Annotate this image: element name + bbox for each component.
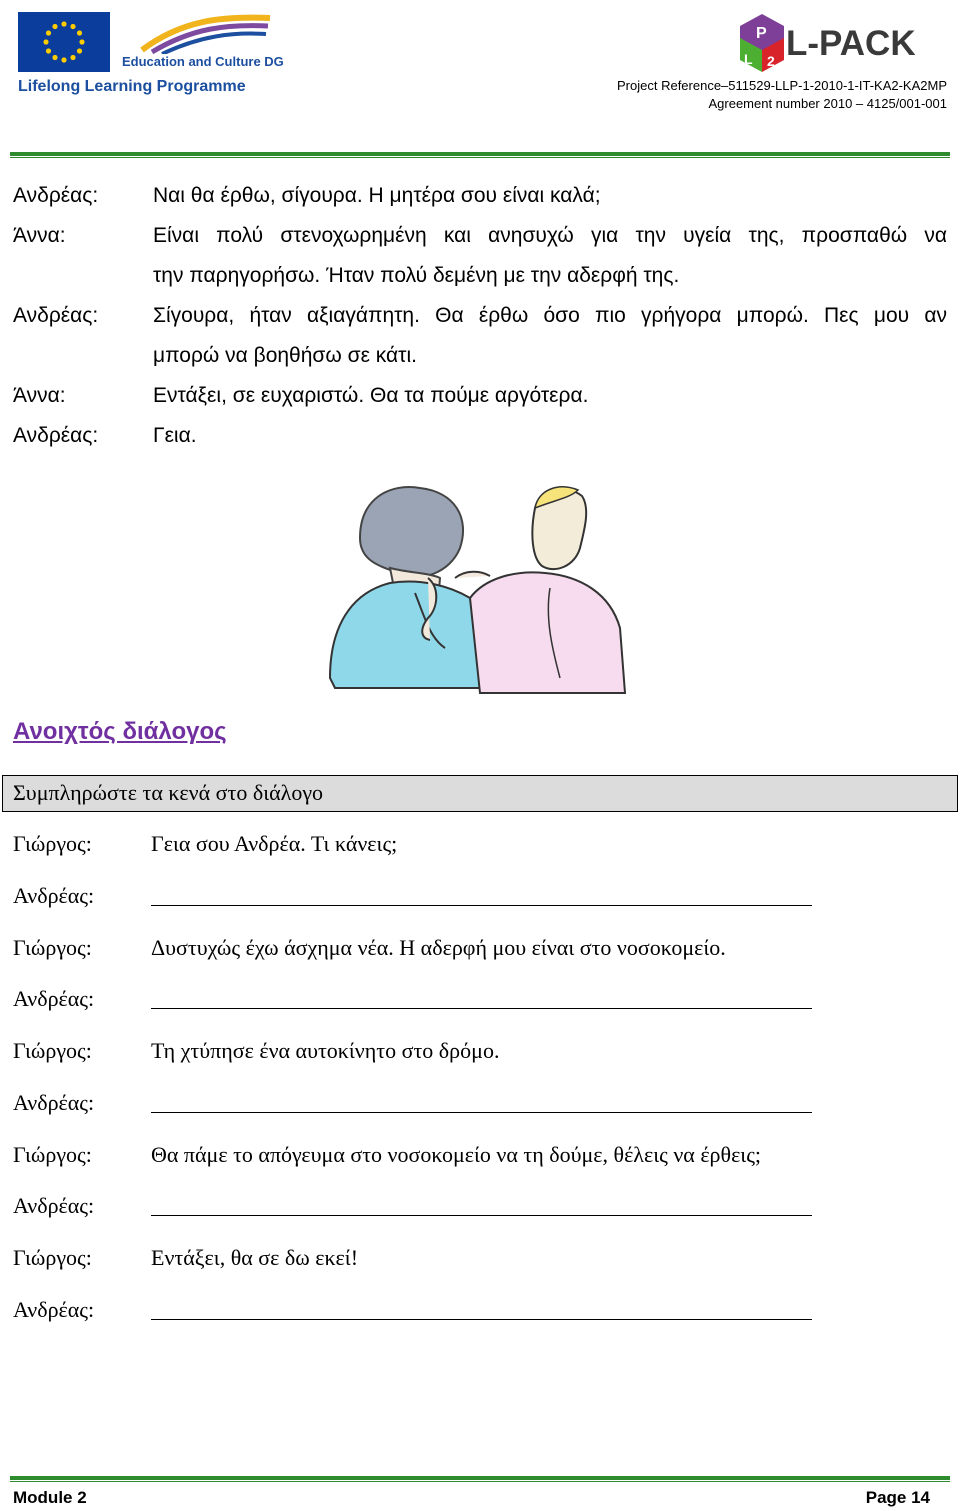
- speaker-label: Γιώργος:: [13, 1142, 92, 1167]
- page-header: [0, 0, 960, 160]
- open-dialogue-row: [13, 883, 94, 909]
- lpack-badge-p: P: [756, 25, 767, 42]
- llp-programme-text: Lifelong Learning Programme: [18, 78, 246, 95]
- speaker-label: Ανδρέας:: [13, 1090, 95, 1115]
- instruction-text: Συμπληρώστε τα κενά στο διάλογο: [13, 780, 324, 805]
- dialogue-text: Γεια.: [153, 424, 197, 447]
- lpack-logo: [734, 12, 944, 74]
- dialogue-text: την παρηγορήσω. Ήταν πολύ δεμένη με την αδερφή της.: [153, 264, 680, 287]
- dialogue-text: Δυστυχώς έχω άσχημα νέα. Η αδερφή μου είναι στο νοσοκομείο.: [151, 935, 726, 960]
- answer-blank[interactable]: [151, 1007, 812, 1009]
- speaker-label: Ανδρέας:: [13, 1193, 95, 1218]
- dialogue-text: Ναι θα έρθω, σίγουρα. Η μητέρα σου είναι καλά;: [153, 184, 601, 207]
- lifelong-learning-logo: [14, 8, 284, 102]
- lpack-badge-icon: [734, 12, 790, 74]
- open-dialogue-row: [13, 1142, 762, 1168]
- dialogue-text: Γεια σου Ανδρέα. Τι κάνεις;: [151, 831, 398, 856]
- open-dialogue-row: [13, 1038, 500, 1064]
- instruction-box: [2, 775, 958, 812]
- edu-culture-text: Education and Culture DG: [122, 54, 284, 69]
- answer-blank[interactable]: [151, 1214, 812, 1216]
- project-reference: Project Reference–511529-LLP-1-2010-1-IT-KA2-KA2MP: [617, 78, 947, 93]
- header-rule-thin: [10, 157, 950, 158]
- speaker-label: Ανδρέας:: [13, 184, 99, 207]
- speaker-label: Ανδρέας:: [13, 304, 99, 327]
- open-dialogue-row: [13, 831, 398, 857]
- lpack-brand-text: L-PACK: [786, 24, 916, 63]
- speaker-label: Ανδρέας:: [13, 883, 95, 908]
- speaker-label: Ανδρέας:: [13, 986, 95, 1011]
- open-dialogue-row: [13, 1090, 94, 1116]
- answer-blank[interactable]: [151, 1318, 812, 1320]
- dialogue-text: Εντάξει, θα σε δω εκεί!: [151, 1245, 359, 1270]
- consoling-illustration: [320, 478, 640, 698]
- speaker-label: Άννα:: [13, 384, 66, 407]
- dialogue-text: Θα πάμε το απόγευμα στο νοσοκομείο να τη δούμε, θέλεις να έρθεις;: [151, 1142, 762, 1167]
- open-dialogue-row: [13, 935, 726, 961]
- dialogue-text: Εντάξει, σε ευχαριστώ. Θα τα πούμε αργότερα.: [153, 384, 589, 407]
- lpack-badge-l: L: [744, 51, 753, 67]
- open-dialogue-row: [13, 1297, 94, 1323]
- speaker-label: Γιώργος:: [13, 831, 92, 856]
- dialogue-text: Είναι πολύ στενοχωρημένη και ανησυχώ για την υγεία της, προσπαθώ να: [153, 224, 947, 247]
- section-title: Ανοιχτός διάλογος: [13, 718, 227, 745]
- dialogue-text: μπορώ να βοηθήσω σε κάτι.: [153, 344, 417, 367]
- header-rule: [10, 152, 950, 156]
- open-dialogue-row: [13, 1245, 359, 1271]
- footer-rule-thin: [10, 1481, 950, 1482]
- dialogue-text: Σίγουρα, ήταν αξιαγάπητη. Θα έρθω όσο πιο γρήγορα μπορώ. Πες μου αν: [153, 304, 947, 327]
- speaker-label: Ανδρέας:: [13, 424, 99, 447]
- footer-rule: [10, 1476, 950, 1480]
- dialogue-text: Τη χτύπησε ένα αυτοκίνητο στο δρόμο.: [151, 1038, 500, 1063]
- answer-blank[interactable]: [151, 1111, 812, 1113]
- footer-page-number: Page 14: [865, 1488, 930, 1507]
- answer-blank[interactable]: [151, 904, 812, 906]
- eu-flag-icon: [18, 12, 110, 72]
- speaker-label: Γιώργος:: [13, 935, 92, 960]
- speaker-label: Γιώργος:: [13, 1245, 92, 1270]
- footer-module: Module 2: [13, 1488, 87, 1507]
- lpack-badge-2: 2: [767, 53, 775, 69]
- open-dialogue-row: [13, 986, 94, 1012]
- swoosh-icon: [122, 10, 272, 54]
- speaker-label: Άννα:: [13, 224, 66, 247]
- speaker-label: Γιώργος:: [13, 1038, 92, 1063]
- open-dialogue-row: [13, 1193, 94, 1219]
- speaker-label: Ανδρέας:: [13, 1297, 95, 1322]
- agreement-number: Agreement number 2010 – 4125/001-001: [708, 96, 947, 111]
